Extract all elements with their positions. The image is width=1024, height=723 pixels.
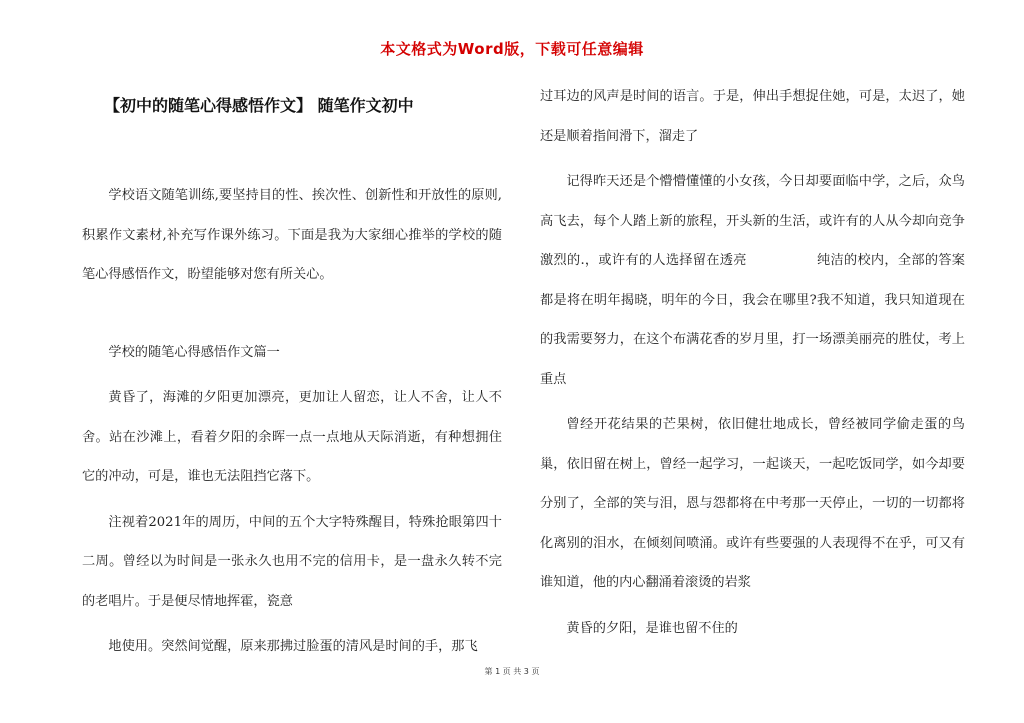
body-paragraph: 注视着2021年的周历，中间的五个大字特殊醒目，特殊抢眼第四十二周。曾经以为时间是一张永久也用不完的信用卡，是一盘永久转不完的老唱片。于是便尽情地挥霍，瓷意 [82, 514, 502, 609]
body-paragraph: 曾经开花结果的芒果树，依旧健壮地成长，曾经被同学偷走蛋的鸟巢，依旧留在树上，曾经一起学习，一起谈天，一起吃饭同学，如今却要分别了，全部的笑与泪，恩与怨都将在中考那一天停止，一切的一切都将化离别的泪水，在倾刻间喷涌。或许有些要强的人表现得不在乎，可又有谁知道，他的内心翻涌着滚烫的岩浆 [540, 417, 965, 590]
left-column [82, 176, 502, 667]
body-paragraph: 地使用。突然间觉醒，原来那拂过脸蛋的清风是时间的手，那飞 [108, 639, 478, 654]
page-number-footer: 第 1 页 共 3 页 [484, 667, 540, 676]
right-column [540, 77, 965, 648]
body-paragraph: 黄昏的夕阳，是谁也留不住的 [566, 620, 738, 636]
body-text: 纯洁的校内，全部的答案都是将在明年揭晓，明年的今日，我会在哪里?我不知道，我只知道现在的我需要努力，在这个布满花香的岁月里，打一场漂美丽亮的胜仗，考上重点 [540, 253, 965, 387]
body-paragraph [540, 162, 965, 399]
body-paragraph: 过耳边的风声是时间的语言。于是，伸出手想捉住她，可是，太迟了，她还是顺着指间滑下，溜走了 [540, 89, 965, 144]
body-text: 记得昨天还是个懵懵懂懂的小女孩，今日却要面临中学，之后，众鸟高飞去，每个人踏上新的旅程，开头新的生活，或许有的人从今却向竞争激烈的.，或许有的人选择留在透亮 [540, 174, 965, 268]
document-title: 【初中的随笔心得感悟作文】 随笔作文初中 [104, 96, 414, 115]
section-heading: 学校的随笔心得感悟作文篇一 [108, 344, 280, 360]
body-paragraph: 黄昏了，海滩的夕阳更加漂亮，更加让人留恋，让人不舍，让人不舍。站在沙滩上，看着夕阳的余晖一点一点地从天际消逝，有种想拥住它的冲动，可是，谁也无法阻挡它落下。 [82, 390, 502, 484]
format-banner: 本文格式为Word版，下载可任意编辑 [380, 40, 644, 58]
intro-paragraph: 学校语文随笔训练,要坚持目的性、挨次性、创新性和开放性的原则,积累作文素材,补充写作课外练习。下面是我为大家细心推举的学校的随笔心得感悟作文，盼望能够对您有所关心。 [82, 188, 502, 282]
